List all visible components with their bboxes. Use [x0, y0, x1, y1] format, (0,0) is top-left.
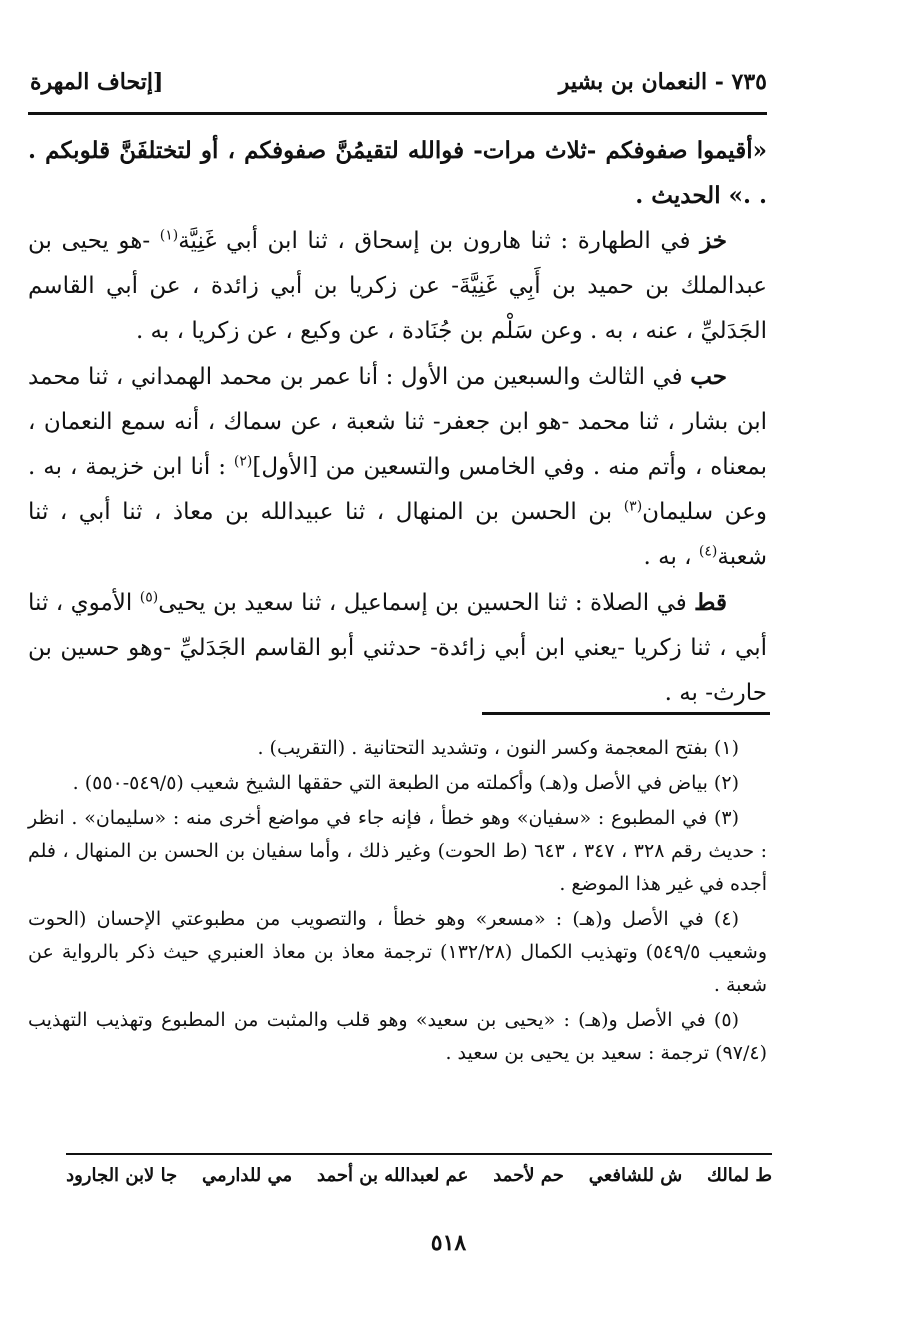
footnote-ref: (٢) [233, 453, 253, 470]
abbreviations-key [66, 1165, 772, 1186]
abbreviations-rule [66, 1153, 772, 1155]
footnote-3: (٣) في المطبوع : «سفيان» وهو خطأ ، فإنه جاء في مواضع أخرى منه : «سليمان» . انظر : حديث رقم ٣٢٨ ، ٣٤٧ ، ٦٤٣ (ط الحوت) وغير ذلك ، وأما سفيان بن الحسن بن المنهال ، فلم أجده في غير هذا الموضع . [28, 807, 768, 895]
source-code: قط [694, 589, 727, 616]
paragraph-hibban: حب في الثالث والسبعين من الأول : أنا عمر بن محمد الهمداني ، ثنا محمد ابن بشار ، ثنا محمد -هو ابن جعفر- ثنا شعبة ، عن سماك ، أنه سمع النعمان ، بمعناه ، وأتم منه . وفي الخامس والتسعين من [الأول]$^{(٢)}$ : أنا ابن خزيمة ، به . وعن سليمان$^{(٣)}$ بن الحسن بن المنهال ، ثنا عبيدالله بن معاذ ، ثنا أبي ، ثنا شعبة$^{(٤)}$ ، به . [28, 363, 767, 570]
abbreviation-item: ش للشافعي [588, 1165, 683, 1186]
footnote-4: (٤) في الأصل و(هـ) : «مسعر» وهو خطأ ، والتصويب من مطبوعتي الإحسان (الحوت وشعيب ٥٤٩/٥) وتهذيب الكمال (١٣٢/٢٨) ترجمة معاذ بن معاذ العنبري حيث ذكر بالرواية عن شعبة . [28, 908, 767, 996]
footnote-ref: (٥) [139, 589, 159, 606]
source-code: خز [700, 227, 727, 254]
footnotes [28, 732, 767, 1072]
footnote-2: (٢) بياض في الأصل و(هـ) وأكملته من الطبعة التي حققها الشيخ شعيب (٥٤٩/٥-٥٥٠) . [72, 772, 739, 794]
abbreviation-item: مي للدارمي [202, 1165, 293, 1186]
footnote-separator [482, 712, 770, 715]
footnote-1: (١) بفتح المعجمة وكسر النون ، وتشديد التحتانية . (التقريب) . [257, 737, 739, 759]
hadith-text: «أقيموا صفوفكم -ثلاث مرات- فوالله لتقيمُنَّ صفوفكم ، أو لتختلفَنَّ قلوبكم . . .» الحديث . [28, 137, 767, 209]
header-rule [28, 112, 767, 115]
footnote-ref: (٤) [698, 543, 718, 560]
abbreviation-item: حم لأحمد [493, 1165, 564, 1186]
paragraph-khuzaymah: خز في الطهارة : ثنا هارون بن إسحاق ، ثنا ابن أبي غَنِيَّة$^{(١)}$ -هو يحيى بن عبدالملك بن حميد بن أَبِي غَنِيَّةَ- عن زكريا بن أبي زائدة ، عن أبي القاسم الجَدَليِّ ، عنه ، به . وعن سَلْم بن جُنَادة ، عن وكيع ، عن زكريا ، به . [28, 227, 767, 344]
footnote-ref: (٣) [623, 498, 643, 515]
abbreviation-item: جا لابن الجارود [66, 1165, 178, 1186]
paragraph-daraqutni: قط في الصلاة : ثنا الحسين بن إسماعيل ، ثنا سعيد بن يحيى$^{(٥)}$ الأموي ، ثنا أبي ، ثنا زكريا -يعني ابن أبي زائدة- حدثني أبو القاسم الجَدَليِّ -وهو حسين بن حارث- به . [28, 589, 767, 706]
header-book-title: [إتحاف المهرة [30, 69, 164, 95]
page-number: ٥١٨ [430, 1230, 467, 1256]
header-hadith-title: ٧٣٥ - النعمان بن بشير [558, 69, 767, 95]
running-header [30, 62, 767, 102]
footnote-ref: (١) [159, 227, 179, 244]
abbreviation-item: عم لعبدالله بن أحمد [317, 1165, 469, 1186]
abbreviation-item: ط لمالك [707, 1165, 772, 1186]
source-code: حب [690, 363, 727, 390]
footnote-5: (٥) في الأصل و(هـ) : «يحيى بن سعيد» وهو قلب والمثبت من المطبوع وتهذيب التهذيب (٩٧/٤) ترجمة : سعيد بن يحيى بن سعيد . [28, 1009, 767, 1064]
main-text [28, 128, 767, 716]
